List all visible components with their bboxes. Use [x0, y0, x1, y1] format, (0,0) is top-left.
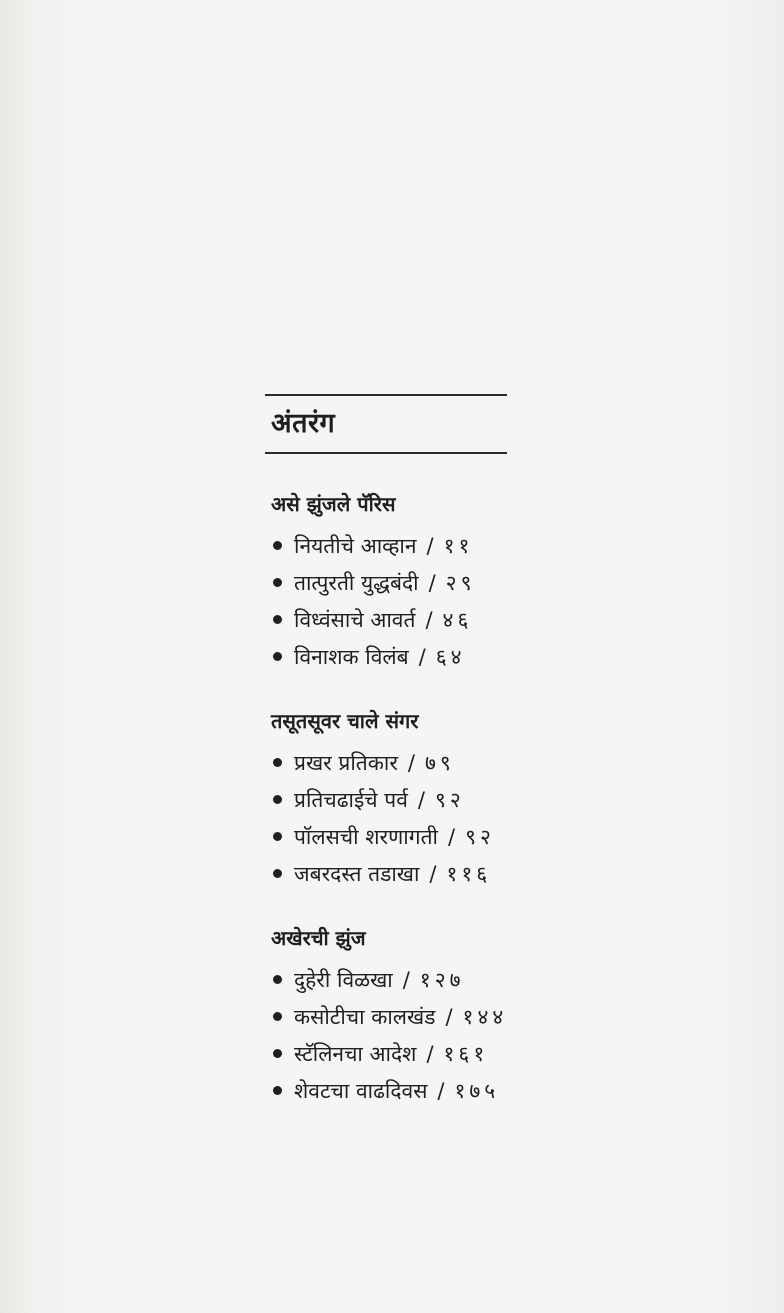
toc-section [265, 490, 565, 675]
bullet-icon [273, 578, 282, 587]
toc-item-title: विनाशक विलंब [294, 644, 409, 669]
bullet-icon [273, 832, 282, 841]
toc-item-separator: / [425, 607, 433, 632]
toc-item-title: प्रतिचढाईचे पर्व [294, 787, 408, 812]
toc-item-separator: / [407, 750, 415, 775]
bullet-icon [273, 1012, 282, 1021]
toc-item-separator: / [402, 967, 410, 992]
toc-item-separator: / [418, 644, 426, 669]
toc-item-title: पॉलसची शरणागती [294, 824, 438, 849]
toc-item [265, 601, 565, 638]
toc-item [265, 527, 565, 564]
toc-item-title: नियतीचे आव्हान [294, 533, 417, 558]
toc-item [265, 638, 565, 675]
table-of-contents [265, 394, 565, 1109]
toc-item-list [265, 527, 565, 675]
section-title: तसूतसूवर चाले संगर [271, 709, 419, 733]
toc-item-page: ६४ [435, 644, 466, 669]
toc-item-title: जबरदस्त तडाखा [294, 861, 420, 886]
toc-item [265, 1035, 565, 1072]
toc-item [265, 564, 565, 601]
bullet-icon [273, 541, 282, 550]
toc-item-separator: / [426, 1041, 434, 1066]
bullet-icon [273, 869, 282, 878]
bullet-icon [273, 652, 282, 661]
toc-item-title: स्टॅलिनचा आदेश [294, 1041, 417, 1066]
toc-item [265, 818, 565, 855]
toc-item [265, 744, 565, 781]
bullet-icon [273, 975, 282, 984]
toc-item-separator: / [447, 824, 456, 849]
toc-item-title: शेवटचा वाढदिवस [294, 1078, 428, 1103]
bullet-icon [273, 758, 282, 767]
toc-item [265, 1072, 565, 1109]
toc-item-page: ४६ [442, 607, 473, 632]
toc-item-list [265, 961, 565, 1109]
toc-heading: अंतरंग [271, 408, 336, 439]
toc-item-page: १७५ [454, 1078, 500, 1103]
toc-item-title: दुहेरी विळखा [294, 967, 393, 992]
section-title: अखेरची झुंज [271, 926, 366, 950]
toc-item-title: प्रखर प्रतिकार [294, 750, 398, 775]
toc-item-page: ११६ [446, 861, 492, 886]
toc-item-page: ९२ [465, 824, 495, 849]
toc-item-separator: / [437, 1078, 445, 1103]
toc-item-separator: / [417, 787, 425, 812]
heading-rule-bottom [265, 452, 507, 454]
toc-item-separator: / [445, 1004, 453, 1029]
toc-item [265, 961, 565, 998]
toc-item-page: १६१ [443, 1041, 489, 1066]
toc-item-page: २९ [445, 570, 476, 595]
toc-item-title: कसोटीचा कालखंड [294, 1004, 436, 1029]
toc-item [265, 998, 565, 1035]
toc-item-page: ९२ [434, 787, 465, 812]
toc-item [265, 781, 565, 818]
bullet-icon [273, 1049, 282, 1058]
toc-item-title: तात्पुरती युद्धबंदी [294, 570, 419, 595]
toc-section [265, 707, 565, 892]
toc-item-page: १४४ [462, 1004, 508, 1029]
toc-item-separator: / [428, 570, 436, 595]
toc-item-separator: / [429, 861, 437, 886]
section-title: असे झुंजले पॅरिस [271, 492, 396, 516]
toc-item-list [265, 744, 565, 892]
toc-item-page: ११ [443, 533, 474, 558]
toc-item-separator: / [426, 533, 434, 558]
toc-item [265, 855, 565, 892]
toc-item-title: विध्वंसाचे आवर्त [294, 607, 416, 632]
bullet-icon [273, 795, 282, 804]
toc-section [265, 924, 565, 1109]
bullet-icon [273, 1086, 282, 1095]
toc-item-page: ७९ [424, 750, 455, 775]
toc-item-page: १२७ [419, 967, 465, 992]
bullet-icon [273, 615, 282, 624]
